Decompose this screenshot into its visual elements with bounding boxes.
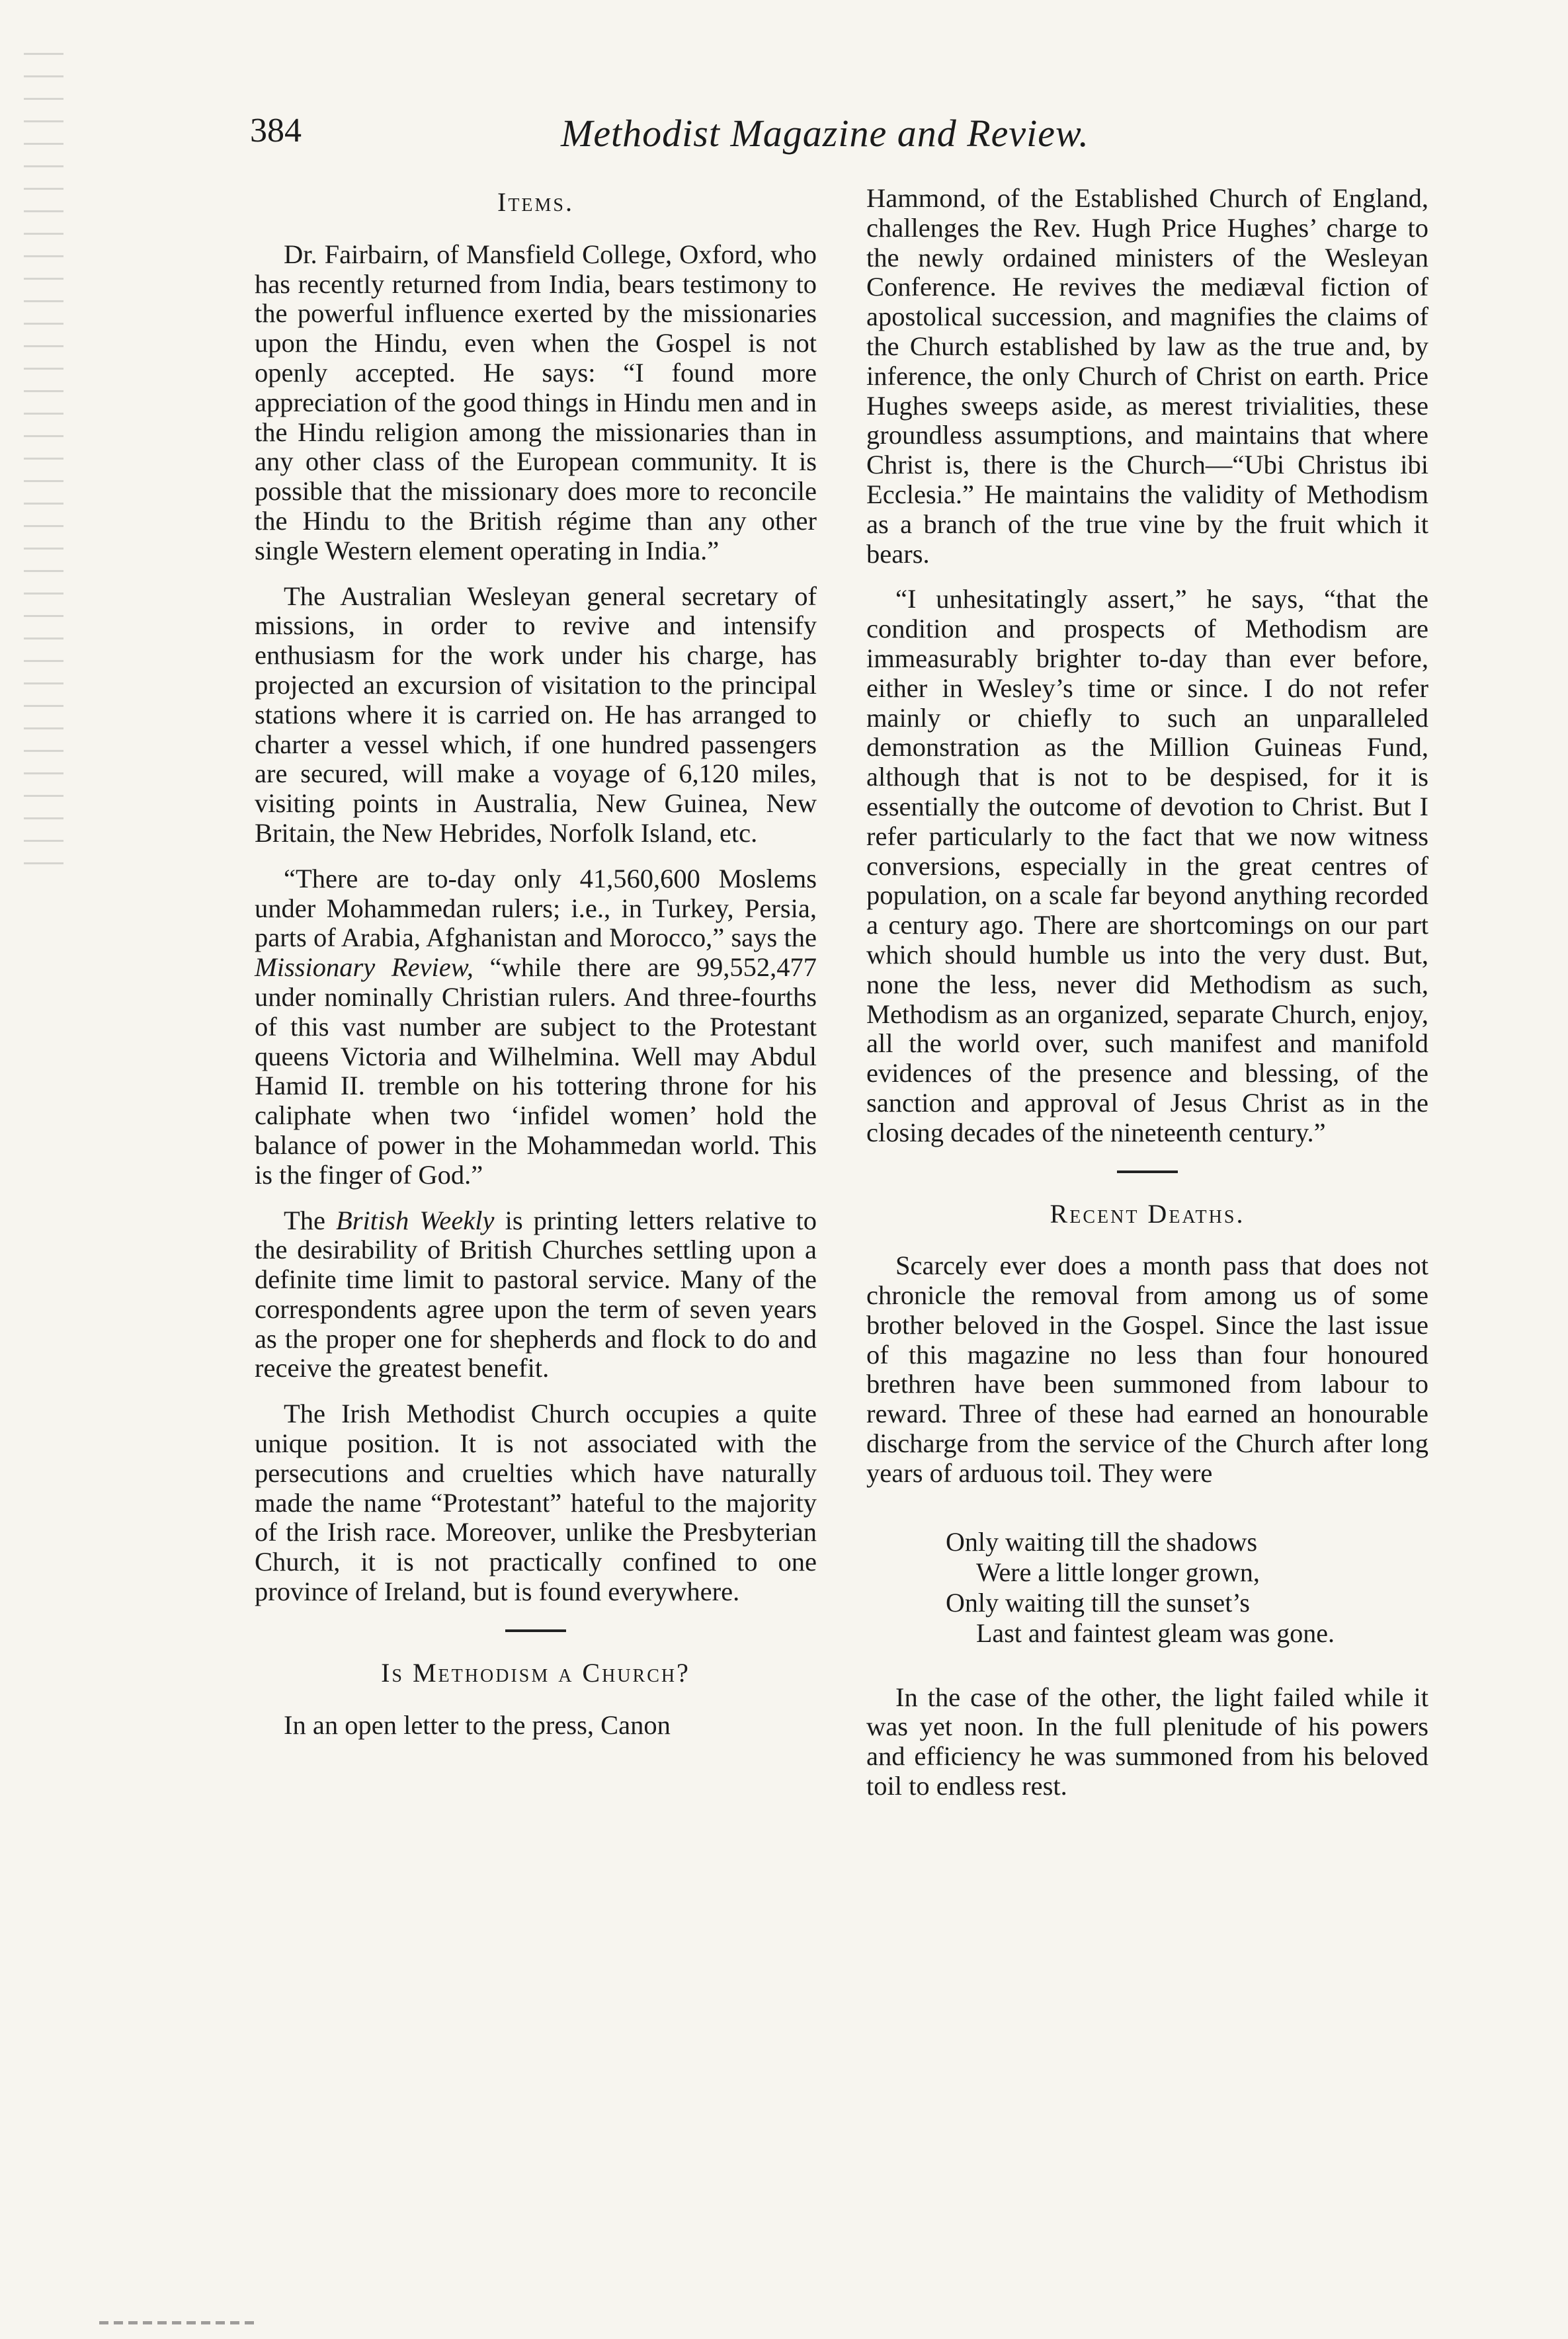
paragraph-open-letter-continued: Hammond, of the Established Church of England, challenges the Rev. Hugh Price Hughes’ charge to the newly ordained ministers of the Wesleyan Conference. He revives the mediæval fiction of apostolical succession, and magnifies the claims of the Church established by law as the true and, by inference, the only Church of Christ on earth. Price Hughes sweeps aside, as merest trivialities, these groundless assumptions, and maintains that where Christ is, there is the Church—“Ubi Christus ibi Ecclesia.” He maintains the validity of Methodism as a branch of the true vine by the fruit which it bears.	[866, 183, 1428, 569]
paragraph-recent-deaths: Scarcely ever does a month pass that does not chronicle the removal from among us of some brother beloved in the Gospel. Since the last issue of this magazine no less than four honoured brethren have been summoned from labour to reward. Three of these had earned an honourable discharge from the service of the Church after long years of arduous toil. They were	[866, 1251, 1428, 1488]
moslems-text-a: “There are to-day only 41,560,600 Moslems under Mohammedan rulers; i.e., in Turkey, Persia, parts of Arabia, Afghanistan and Morocco,” says the	[255, 863, 817, 953]
deaths-heading: Recent Deaths.	[1050, 1198, 1245, 1229]
page-number: 384	[250, 112, 302, 149]
moslems-text-b: “while there are 99,552,477 under nominally Christian rulers. And three-fourths of this vast number are subject to the Protestant queens Victoria and Wilhelmina. Well may Abdul Hamid II. tremble on his tottering throne for his caliphate when two ‘infidel women’ hold the balance of power in the Mohammedan world. This is the finger of God.”	[255, 952, 817, 1190]
paragraph-light-failed: In the case of the other, the light failed while it was yet noon. In the full plenitude of his powers and efficiency he was summoned from his beloved toil to endless rest.	[866, 1682, 1428, 1801]
poem-quote	[946, 1527, 1428, 1649]
british-weekly-text-b: is printing letters relative to the desirability of British Churches settling upon a definite time limit to pastoral service. Many of the correspondents agree upon the term of seven years as the proper one for shepherds and flock to do and receive the greatest benefit.	[255, 1205, 817, 1383]
paragraph-hughes-quote: “I unhesitatingly assert,” he says, “that the condition and prospects of Methodism are immeasurably brighter to-day than ever before, either in Wesley’s time or since. I do not refer mainly or chiefly to such an unparalleled demonstration as the Million Guineas Fund, although that is not to be despised, for it is essentially the outcome of devotion to Christ. But I refer particularly to the fact that we now witness conversions, especially in the great centres of population, on a scale far beyond anything recorded a century ago. There are shortcomings on our part which should humble us into the very dust. But, none the less, never did Methodism as such, Methodism as an organized, separate Church, enjoy, all the world over, such manifest and manifold evidences of the presence and blessing, of the sanction and approval of Jesus Christ as in the closing decades of the nineteenth century.”	[866, 584, 1428, 1147]
paragraph-moslems	[255, 864, 817, 1190]
items-heading: Items.	[497, 187, 574, 217]
paragraph-irish-methodist: The Irish Methodist Church occupies a quite unique position. It is not associated with the persecutions and cruelties which have naturally made the name “Protestant” hateful to the majority of the Irish race. Moreover, unlike the Presbyterian Church, it is not practically confined to one province of Ireland, but is found everywhere.	[255, 1399, 817, 1607]
church-heading: Is Methodism a Church?	[381, 1657, 690, 1688]
section-divider	[505, 1629, 566, 1632]
running-title: Methodist Magazine and Review.	[561, 112, 1089, 155]
british-weekly-text-a: The	[284, 1205, 325, 1235]
margin-marks	[24, 53, 63, 873]
right-column	[866, 184, 1428, 1817]
left-column	[255, 184, 817, 1740]
page-header	[250, 111, 1374, 171]
footer-mark	[99, 2321, 258, 2324]
paragraph-open-letter: In an open letter to the press, Canon	[284, 1709, 671, 1740]
poem-line: Last and faintest gleam was gone.	[976, 1618, 1335, 1648]
poem-line: Only waiting till the shadows	[946, 1526, 1258, 1557]
section-divider	[1117, 1170, 1178, 1173]
british-weekly-title: British Weekly	[336, 1205, 495, 1235]
missionary-review-title: Missionary Review,	[255, 952, 474, 983]
paragraph-australian-missions: The Australian Wesleyan general secretary of missions, in order to revive and intensify enthusiasm for the work under his charge, has projected an excursion of visitation to the principal stations where it is carried on. He has arranged to charter a vessel which, if one hundred passengers are secured, will make a voyage of 6,120 miles, visiting points in Australia, New Guinea, New Britain, the New Hebrides, Norfolk Island, etc.	[255, 581, 817, 848]
paragraph-fairbairn: Dr. Fairbairn, of Mansfield College, Oxford, who has recently returned from India, bears testimony to the powerful influence exerted by the missionaries upon the Hindu, even when the Gospel is not openly accepted. He says: “I found more appreciation of the good things in Hindu men and in the Hindu religion among the missionaries than in any other class of the European community. It is possible that the missionary does more to reconcile the Hindu to the British régime than any other single Western element operating in India.”	[255, 239, 817, 565]
poem-line: Only waiting till the sunset’s	[946, 1587, 1250, 1618]
paragraph-british-weekly	[255, 1206, 817, 1384]
poem-line: Were a little longer grown,	[976, 1557, 1260, 1587]
